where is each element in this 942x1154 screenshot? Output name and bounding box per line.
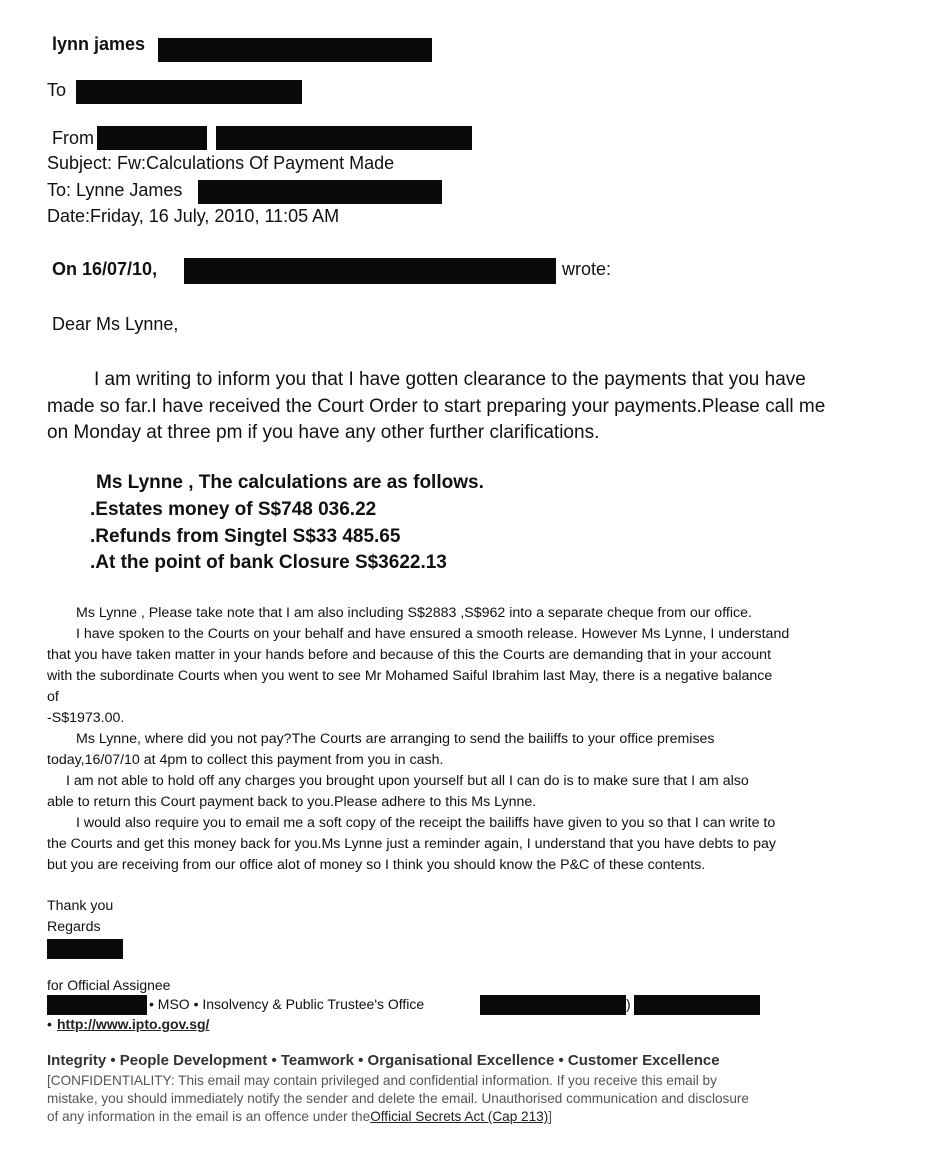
detail-line: with the subordinate Courts when you went to see Mr Mohamed Saiful Ibrahim last May, there is a negative balance [47, 668, 773, 684]
office-paren: ) [626, 996, 631, 1012]
detail-line: of [47, 689, 59, 705]
intro-line: on Monday at three pm if you have any other further clarifications. [47, 422, 600, 443]
detail-line: the Courts and get this money back for you.Ms Lynne just a reminder again, I understand that you have debts to pay [47, 836, 776, 852]
calculation-line: Ms Lynne , The calculations are as follows. [96, 472, 484, 493]
website-bullet: • [47, 1016, 52, 1032]
confidentiality-line-last [47, 1109, 552, 1124]
detail-line: but you are receiving from our office alot of money so I think you should know the P&C of these contents. [47, 857, 706, 873]
intro-line: I am writing to inform you that I have gotten clearance to the payments that you have [94, 369, 806, 390]
date-line: Date:Friday, 16 July, 2010, 11:05 AM [47, 206, 340, 226]
redaction-to-email [198, 180, 442, 204]
redaction-signer-name [47, 939, 123, 959]
detail-line: -S$1973.00. [47, 710, 125, 726]
to-line: To: Lynne James [47, 180, 183, 200]
signoff-thanks: Thank you [47, 898, 114, 914]
to-label: To [47, 80, 67, 100]
intro-line: made so far.I have received the Court Order to start preparing your payments.Please call me [47, 396, 826, 417]
calculation-line: .Refunds from Singtel S$33 485.65 [90, 526, 401, 547]
detail-line: I would also require you to email me a soft copy of the receipt the bailiffs have given to you so that I can write to [76, 815, 776, 831]
values-line: Integrity • People Development • Teamwork • Organisational Excellence • Customer Excellence [47, 1052, 720, 1069]
greeting: Dear Ms Lynne, [52, 314, 179, 334]
for-official-assignee: for Official Assignee [47, 977, 171, 993]
redaction-office-phone [634, 995, 760, 1015]
confidentiality-suffix: ] [548, 1109, 553, 1124]
calculation-line: .At the point of bank Closure S$3622.13 [90, 552, 447, 573]
detail-line: I have spoken to the Courts on your behalf and have ensured a smooth release. However Ms Lynne, I understand [76, 626, 790, 642]
redaction-signer-title [47, 995, 147, 1015]
detail-line: today,16/07/10 at 4pm to collect this payment from you in cash. [47, 752, 444, 768]
redaction-office-address [480, 995, 626, 1015]
quote-wrote: wrote: [562, 259, 612, 279]
official-secrets-act-link[interactable]: Official Secrets Act (Cap 213) [370, 1109, 549, 1124]
calculation-line: .Estates money of S$748 036.22 [90, 499, 377, 520]
website-link[interactable]: http://www.ipto.gov.sg/ [57, 1016, 210, 1032]
detail-line: I am not able to hold off any charges you brought upon yourself but all I can do is to make sure that I am also [66, 773, 749, 789]
detail-line: that you have taken matter in your hands before and because of this the Courts are demanding that in your account [47, 647, 772, 663]
detail-line: Ms Lynne , Please take note that I am also including S$2883 ,S$962 into a separate cheque from our office. [76, 605, 752, 621]
sender-name: lynn james [52, 34, 146, 54]
signoff-regards: Regards [47, 919, 101, 935]
detail-line: Ms Lynne, where did you not pay?The Courts are arranging to send the bailiffs to your office premises [76, 731, 715, 747]
subject-line: Subject: Fw:Calculations Of Payment Made [47, 153, 395, 173]
detail-line: able to return this Court payment back to you.Please adhere to this Ms Lynne. [47, 794, 537, 810]
office-line: • MSO • Insolvency & Public Trustee's Office [149, 996, 425, 1012]
from-label: From [52, 128, 94, 148]
confidentiality-prefix: of any information in the email is an offence under the [47, 1109, 371, 1124]
redaction-quote-sender [184, 258, 556, 284]
confidentiality-line: [CONFIDENTIALITY: This email may contain privileged and confidential information. If you receive this email by [47, 1073, 717, 1088]
redaction-from-email [216, 126, 472, 150]
confidentiality-line: mistake, you should immediately notify the sender and delete the email. Unauthorised communication and disclosure [47, 1091, 749, 1106]
redaction-sender-email [158, 38, 432, 62]
redaction-to [76, 80, 302, 104]
redaction-from-name [97, 126, 207, 150]
quote-date: On 16/07/10, [52, 259, 158, 279]
